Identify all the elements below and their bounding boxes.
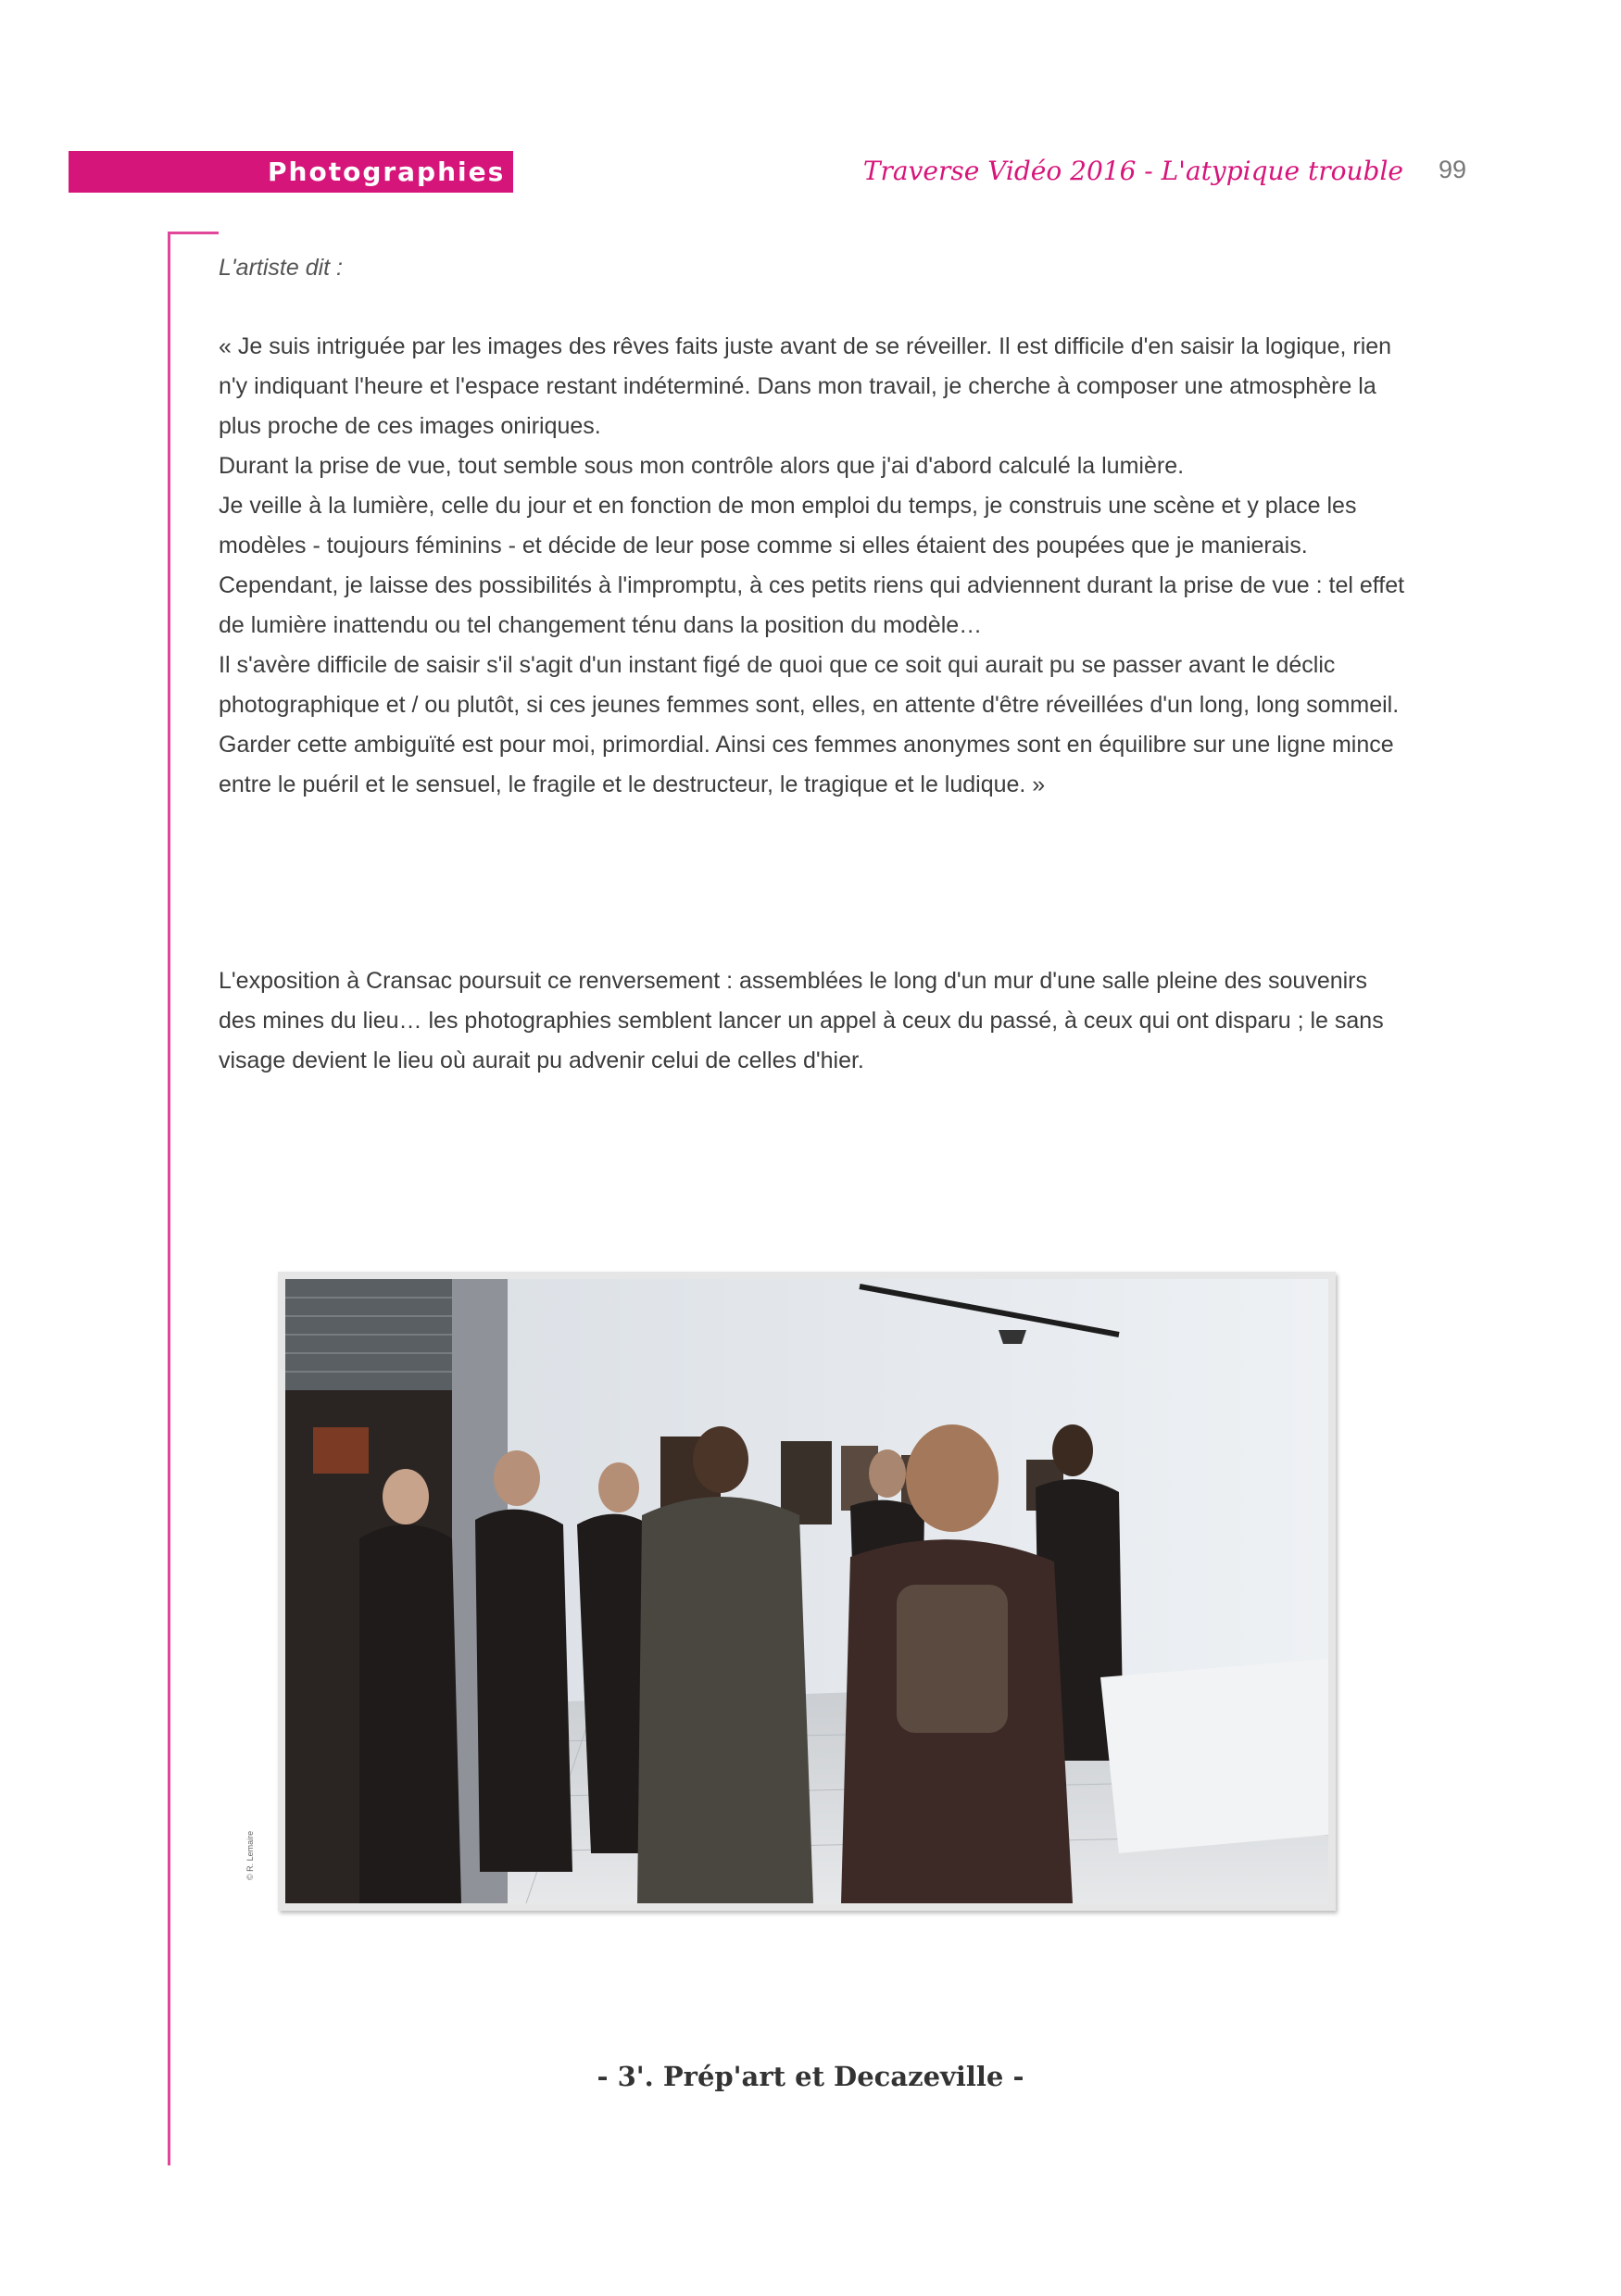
running-title: Traverse Vidéo 2016 - L'atypique trouble — [862, 156, 1403, 186]
page-number: 99 — [1439, 156, 1467, 183]
margin-rule-top — [168, 232, 219, 234]
quote-paragraph: Cependant, je laisse des possibilités à l'impromptu, à ces petits riens qui adviennent durant la prise de vue : tel effet de lumière inattendu ou tel changement ténu dans la position du modèle… — [219, 572, 1405, 638]
section-footer: - 3'. Prép'art et Decazeville - — [597, 2061, 1024, 2092]
exhibition-photo-image — [285, 1279, 1328, 1903]
quote-paragraph: Durant la prise de vue, tout semble sous mon contrôle alors que j'ai d'abord calculé la lumière. — [219, 453, 1185, 479]
quote-paragraph: Il s'avère difficile de saisir s'il s'agit d'un instant figé de quoi que ce soit qui aurait pu se passer avant le déclic photographique et / ou plutôt, si ces jeunes femmes sont, elles, en attente d'être réveillées d'un long, long sommeil. — [219, 652, 1400, 718]
exhibition-photo — [278, 1272, 1336, 1911]
exposition-paragraph: L'exposition à Cransac poursuit ce renversement : assemblées le long d'un mur d'une salle pleine des souvenirs des mines du lieu… les photographies semblent lancer un appel à ceux du passé, à ceux qui ont disparu ; le sans visage devient le lieu où aurait pu advenir celui de celles d'hier. — [219, 968, 1384, 1073]
section-tab — [69, 151, 513, 193]
quote-paragraph: Garder cette ambiguïté est pour moi, primordial. Ainsi ces femmes anonymes sont en équilibre sur une ligne mince entre le puéril et le sensuel, le fragile et le destructeur, le tragique et le ludique. » — [219, 732, 1394, 797]
quote-paragraph: « Je suis intriguée par les images des rêves faits juste avant de se réveiller. Il est difficile d'en saisir la logique, rien n'y indiquant l'heure et l'espace restant indéterminé. Dans mon travail, je cherche à composer une atmosphère la plus proche de ces images oniriques. — [219, 333, 1392, 439]
artist-quote — [219, 327, 1409, 805]
margin-rule — [168, 232, 170, 2165]
section-label: Photographies — [268, 157, 506, 187]
intro-line: L'artiste dit : — [219, 255, 343, 281]
photo-credit: © R. Lemaire — [245, 1830, 255, 1880]
quote-paragraph: Je veille à la lumière, celle du jour et en fonction de mon emploi du temps, je construis une scène et y place les modèles - toujours féminins - et décide de leur pose comme si elles étaient des poupées que je manierais. — [219, 493, 1357, 558]
